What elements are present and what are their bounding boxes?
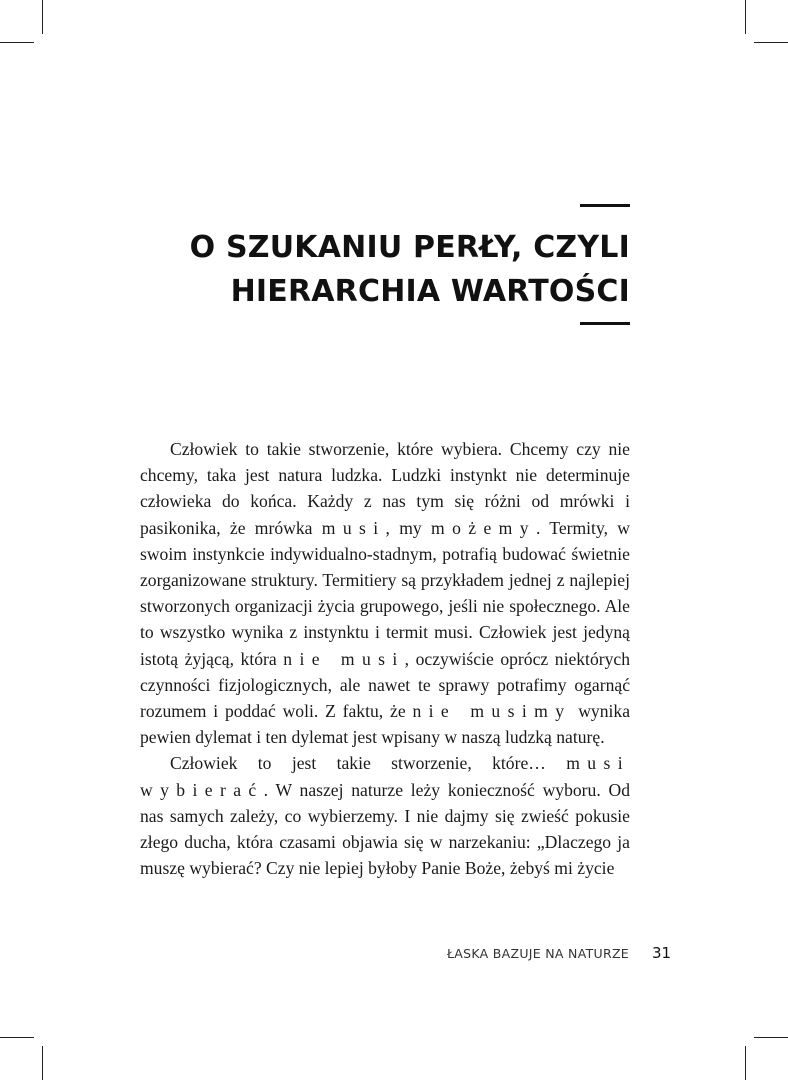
crop-mark-top-left — [42, 0, 43, 34]
crop-mark-top-left-h — [0, 42, 34, 43]
p1-text-d: , oczywiście oprócz niektórych czynności fizjologicznych, ale nawet te sprawy potrafimy ogarnąć rozumem i poddać woli. Z faktu, że — [140, 648, 631, 722]
p1-emphasis-mozemy: możemy — [431, 517, 536, 538]
crop-mark-bottom-right — [745, 1046, 746, 1080]
p1-text-b: , my — [385, 517, 431, 538]
crop-mark-bottom-right-h — [754, 1037, 788, 1038]
p2-text-b: . W naszej naturze leży konieczność wyboru. Od nas samych zależy, co wybierzemy. I nie dajmy się zwieść pokusie złego ducha, która czasami objawia się w narzekaniu: „Dlaczego ja muszę wybierać? Czy nie lepiej byłoby Panie Boże, żebyś mi życie — [140, 779, 630, 879]
crop-mark-top-right — [745, 0, 746, 34]
crop-mark-top-right-h — [754, 42, 788, 43]
page-number: 31 — [652, 944, 672, 962]
crop-mark-bottom-left — [42, 1046, 43, 1080]
p1-text-a: Człowiek to takie stworzenie, które wybiera. Chcemy czy nie chcemy, taka jest natura ludzka. Ludzki instynkt nie determinuje człowieka do końca. Każdy z nas tym się różni od mrówki i pasikonika, że mrówka — [140, 439, 630, 538]
p1-emphasis-nie-musi: nie musi — [283, 648, 405, 669]
p1-emphasis-musi: musi — [321, 517, 386, 538]
running-footer-title: ŁASKA BAZUJE NA NATURZE — [446, 946, 629, 961]
chapter-title-line-1: O SZUKANIU PERŁY, CZYLI — [189, 230, 630, 265]
chapter-title — [70, 226, 630, 314]
paragraph-1 — [140, 436, 630, 750]
title-rule-top — [580, 204, 630, 207]
p1-emphasis-nie-musimy: nie musimy — [412, 701, 572, 722]
title-rule-bottom — [580, 322, 630, 325]
p2-text-a: Człowiek to jest takie stworzenie, które… — [170, 753, 567, 774]
paragraph-2 — [140, 750, 630, 881]
chapter-title-line-2: HIERARCHIA WARTOŚCI — [230, 274, 630, 309]
p1-text-e: wynika pewien dylemat i ten dylemat jest wpisany w naszą ludzką naturę. — [140, 701, 631, 748]
p2-emphasis-musi-wybierac: musi wybierać — [140, 753, 630, 800]
body-text — [140, 436, 630, 881]
p1-text-c: . Termity, w swoim instynkcie indywidualno-stadnym, potrafią budować świetnie zorganizowane struktury. Termitiery są przykładem jednej z najlepiej stworzonych organizacji życia grupowego, jeśli nie społecznego. Ale to wszystko wynika z instynktu i termit musi. Człowiek jest jedyną istotą żyjącą, która — [140, 517, 630, 669]
crop-mark-bottom-left-h — [0, 1037, 34, 1038]
